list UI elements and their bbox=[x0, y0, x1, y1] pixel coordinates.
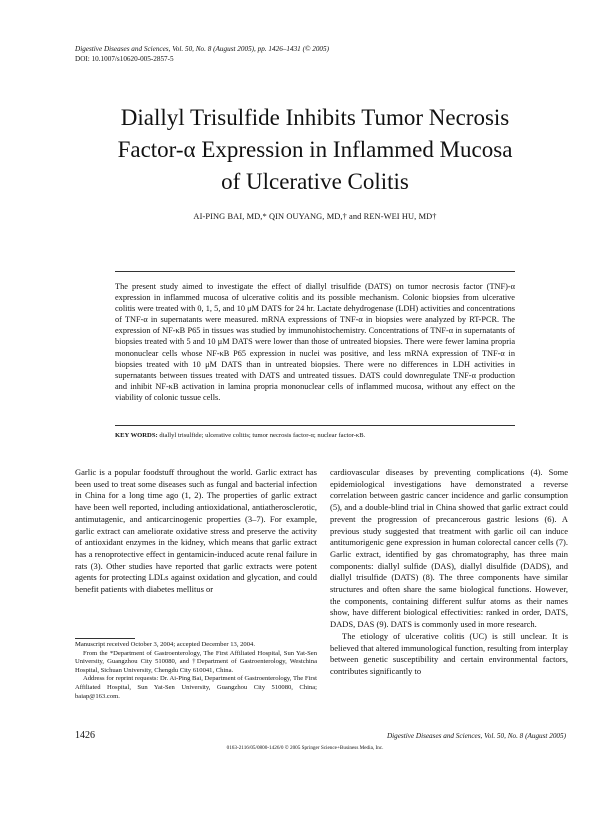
body-paragraph: The etiology of ulcerative colitis (UC) is still unclear. It is believed that altered immunological function, resulting from interplay between genetic susceptibility and certain environmental factors, contributes significantly to bbox=[330, 630, 568, 676]
footnotes bbox=[75, 641, 317, 701]
abstract-top-rule bbox=[115, 271, 515, 272]
body-paragraph: cardiovascular diseases by preventing complications (4). Some epidemiological investigations have demonstrated a reverse correlation between gastric cancer incidence and garlic consumption (5), and a double-blind trial in China showed that garlic extract could prevent the progression of precancerous gastric lesions (6). A previous study suggested that treatment with garlic oil can induce antitumorigenic gene expression in human colorectal cancer cells (7). Garlic extract, identified by gas chromatography, has three main components: diallyl sulfide (DAS), diallyl disulfide (DADS), and diallyl trisulfide (DATS) (8). The three components have similar structures and often share the same biological functions. However, the components, containing different sulfur atoms as their names show, have different biological effectivities: ranked in order, DATS, DADS, DAS (9). DATS is commonly used in more research. bbox=[330, 467, 568, 630]
author-list: AI-PING BAI, MD,* QIN OUYANG, MD,† and REN-WEI HU, MD† bbox=[193, 212, 437, 221]
body-column-left bbox=[75, 467, 317, 596]
footnote-affiliations: From the *Department of Gastroenterology, The First Affiliated Hospital, Sun Yat-Sen University, Guangzhou City 510080, and †Department of Gastroenterology, Westchina Hospital, Sichuan University, Chengdu City 610041, China. bbox=[75, 649, 317, 674]
keywords-rule bbox=[115, 425, 515, 426]
footnote-rule bbox=[75, 638, 135, 639]
keywords-label: KEY WORDS: bbox=[115, 432, 158, 439]
keywords bbox=[115, 431, 515, 440]
body-column-right bbox=[330, 467, 568, 678]
page-number: 1426 bbox=[75, 730, 95, 741]
title-line: Factor-α Expression in Inflammed Mucosa bbox=[117, 137, 513, 162]
footnote-reprints: Address for reprint requests: Dr. Ai-Ping Bai, Department of Gastroenterology, The First Affiliated Hospital, Sun Yat-Sen University, Guangzhou City 510080, China; baiap@163.com. bbox=[75, 675, 317, 700]
abstract: The present study aimed to investigate the effect of diallyl trisulfide (DATS) on tumor necrosis factor (TNF)-α expression in inflammed mucosa of ulcerative colitis and its possible mechanism. Colonic biopsies from ulcerative colitis were treated with 0, 1, 5, and 10 μM DATS for 24 hr. Lactate dehydrogenase (LDH) activities and concentrations of TNF-α in supernatants were measured. mRNA expressions of TNF-α in biopsies were analyzed by RT-PCR. The expression of NF-κB P65 in tissues was studied by immunohistochemistry. Concentrations of TNF-α in supernatants of biopsies treated with 5 and 10 μM DATS were lower than those of untreated biopsies. There were fewer lamina propria mononuclear cells whose NF-κB P65 expression in nuclei was positive, and less mRNA expression of TNF-α in biopsies treated with 10 μM DATS than in untreated biopsies. There were no differences in LDH activities in supernatants between tissues treated with DATS and untreated tissues. DATS could downregulate TNF-α production and inhibit NF-κB activation in lamina propria mononuclear cells of inflammed mucosa, without any effect on the viability of colonic tussue cells. bbox=[115, 282, 515, 402]
footnote-received: Manuscript received October 3, 2004; accepted December 13, 2004. bbox=[75, 641, 255, 648]
article-title bbox=[60, 102, 570, 198]
body-paragraph: Garlic is a popular foodstuff throughout the world. Garlic extract has been used to treat some diseases such as fungal and bacterial infection in China for a long time ago (1, 2). The properties of garlic extract have been well reported, including antioxidational, antiatherosclerotic, antimutagenic, and anticarcinogenic properties (3–7). For example, garlic extract can ameliorate oxidative stress and preserve the activity of antioxidant enzymes in the kidney, which means that garlic extract has a renoprotective effect in gentamicin-induced acute renal failure in rats (3). Other studies have reported that garlic extracts were potent agents for protecting LDLs against oxidation and glycation, and could benefit patients with diabetes mellitus or bbox=[75, 467, 317, 595]
running-footer: Digestive Diseases and Sciences, Vol. 50, No. 8 (August 2005) bbox=[386, 732, 566, 740]
doi: DOI: 10.1007/s10620-005-2857-5 bbox=[75, 55, 174, 63]
journal-header bbox=[75, 44, 329, 64]
title-line: of Ulcerative Colitis bbox=[221, 169, 409, 194]
keywords-text: diallyl trisulfide; ulcerative colitis; tumor necrosis factor-α; nuclear factor-κB. bbox=[159, 432, 366, 439]
issn-line: 0163-2116/05/0800-1426/0 © 2005 Springer Science+Business Media, Inc. bbox=[226, 745, 384, 751]
title-line: Diallyl Trisulfide Inhibits Tumor Necrosis bbox=[120, 105, 510, 130]
journal-citation: Digestive Diseases and Sciences, Vol. 50, No. 8 (August 2005), pp. 1426–1431 (© 2005) bbox=[75, 45, 329, 53]
